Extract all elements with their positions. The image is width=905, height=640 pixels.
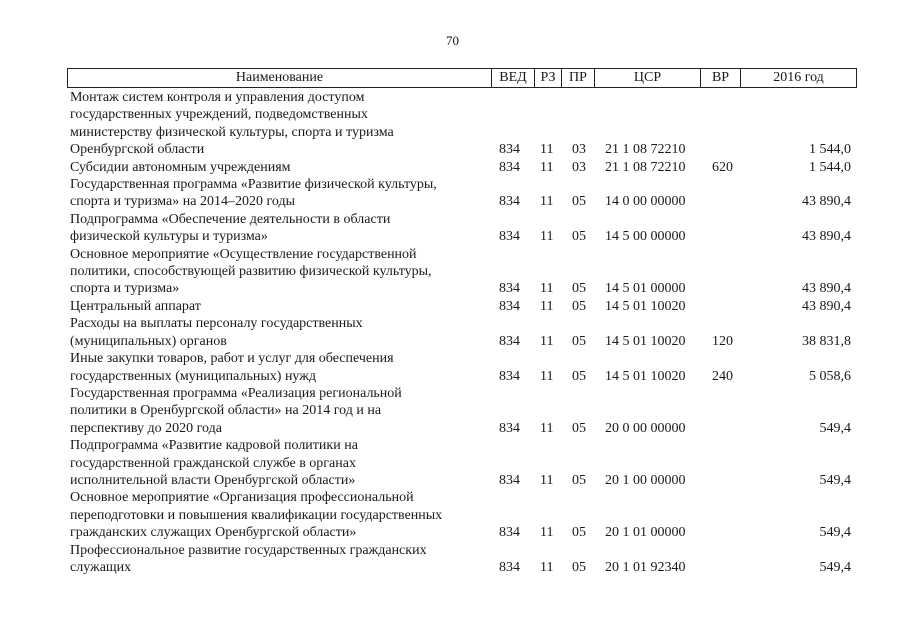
row-amount: 5 058,6 [809,368,851,384]
table-header [67,68,857,88]
row-csr: 14 5 01 10020 [605,298,686,314]
table-row [67,350,857,385]
table-row [67,246,857,298]
row-name [67,211,485,246]
row-amount: 549,4 [819,559,851,575]
row-csr: 20 1 00 00000 [605,472,686,488]
row-name [67,385,485,437]
row-name-line: Государственная программа «Развитие физической культуры, [70,177,437,193]
row-name-line: Расходы на выплаты персоналу государственных [70,316,363,332]
table-row [67,315,857,350]
row-pr: 05 [572,559,586,575]
row-name-line: государственной гражданской службе в органах [70,455,356,471]
table-row [67,89,857,159]
row-name-line: политики, способствующей развитию физической культуры, [70,264,432,280]
row-ved: 834 [499,298,520,314]
row-name-line: государственных (муниципальных) нужд [70,368,317,384]
row-vr: 240 [712,368,733,384]
row-name-line: министерству физической культуры, спорта и туризма [70,124,394,140]
row-ved: 834 [499,420,520,436]
row-name [67,489,485,541]
header-ved: ВЕД [492,69,535,87]
row-name-line: (муниципальных) органов [70,333,227,349]
row-pr: 05 [572,229,586,245]
row-csr: 21 1 08 72210 [605,159,686,175]
header-name: Наименование [68,69,492,87]
table-row [67,211,857,246]
row-pr: 05 [572,281,586,297]
header-pr: ПР [562,69,595,87]
table-row [67,542,857,577]
row-name-line: Оренбургской области [70,142,205,158]
row-amount: 1 544,0 [809,159,851,175]
row-ved: 834 [499,525,520,541]
row-rz: 11 [540,142,554,158]
row-ved: 834 [499,281,520,297]
row-pr: 05 [572,194,586,210]
row-csr: 14 5 01 10020 [605,333,686,349]
row-amount: 1 544,0 [809,142,851,158]
table-row [67,176,857,211]
row-ved: 834 [499,559,520,575]
row-csr: 20 1 01 00000 [605,525,686,541]
row-amount: 43 890,4 [802,229,851,245]
row-amount: 38 831,8 [802,333,851,349]
row-amount: 43 890,4 [802,298,851,314]
row-name-line: Подпрограмма «Развитие кадровой политики на [70,438,358,454]
row-pr: 05 [572,368,586,384]
page-number: 70 [446,33,459,48]
row-name-line: физической культуры и туризма» [70,229,268,245]
row-name-line: спорта и туризма» [70,281,180,297]
row-rz: 11 [540,525,554,541]
row-ved: 834 [499,333,520,349]
header-csr: ЦСР [595,69,701,87]
row-csr: 14 5 01 10020 [605,368,686,384]
row-amount: 43 890,4 [802,281,851,297]
row-rz: 11 [540,368,554,384]
row-rz: 11 [540,420,554,436]
row-name [67,350,485,385]
table-body [67,89,857,576]
row-rz: 11 [540,159,554,175]
row-name [67,246,485,298]
row-name-line: государственных учреждений, подведомственных [70,107,368,123]
row-name-line: переподготовки и повышения квалификации государственных [70,507,443,523]
row-name-line: Государственная программа «Реализация региональной [70,385,402,401]
row-name-line: перспективу до 2020 года [70,420,222,436]
row-name-line: политики в Оренбургской области» на 2014 год и на [70,403,382,419]
row-name-line: исполнительной власти Оренбургской области» [70,472,356,488]
row-rz: 11 [540,559,554,575]
row-vr: 620 [712,159,733,175]
header-year: 2016 год [773,70,824,85]
row-amount: 549,4 [819,472,851,488]
row-amount: 549,4 [819,420,851,436]
row-name-line: Субсидии автономным учреждениям [70,159,291,175]
row-name-line: Иные закупки товаров, работ и услуг для обеспечения [70,351,394,367]
header-rz: РЗ [535,69,562,87]
row-ved: 834 [499,368,520,384]
row-amount: 549,4 [819,525,851,541]
row-name-line: Профессиональное развитие государственных гражданских [70,542,427,558]
row-name-line: служащих [70,559,132,575]
row-name-line: Центральный аппарат [70,298,201,314]
row-pr: 05 [572,472,586,488]
row-name [67,298,485,315]
row-name-line: Основное мероприятие «Организация профессиональной [70,490,414,506]
header-vr: ВР [701,69,741,87]
row-ved: 834 [499,159,520,175]
row-pr: 03 [572,159,586,175]
row-pr: 05 [572,420,586,436]
row-name-line: Монтаж систем контроля и управления доступом [70,90,365,105]
row-pr: 05 [572,298,586,314]
row-name [67,159,485,176]
row-name-line: Основное мероприятие «Осуществление государственной [70,246,417,262]
row-name [67,176,485,211]
row-csr: 14 5 01 00000 [605,281,686,297]
row-csr: 21 1 08 72210 [605,142,686,158]
row-name-line: спорта и туризма» на 2014–2020 годы [70,194,295,210]
row-pr: 03 [572,142,586,158]
row-rz: 11 [540,333,554,349]
table-row [67,437,857,489]
row-rz: 11 [540,229,554,245]
row-ved: 834 [499,194,520,210]
table-row [67,159,857,176]
row-rz: 11 [540,194,554,210]
row-name-line: гражданских служащих Оренбургской области» [70,525,357,541]
row-name [67,542,485,577]
row-csr: 14 5 00 00000 [605,229,686,245]
row-rz: 11 [540,298,554,314]
row-name [67,89,485,159]
table-row [67,385,857,437]
table-row [67,489,857,541]
row-csr: 20 1 01 92340 [605,559,686,575]
row-name [67,315,485,350]
table-row [67,298,857,315]
row-ved: 834 [499,142,520,158]
row-rz: 11 [540,281,554,297]
row-pr: 05 [572,333,586,349]
row-pr: 05 [572,525,586,541]
row-csr: 20 0 00 00000 [605,420,686,436]
row-ved: 834 [499,229,520,245]
row-vr: 120 [712,333,733,349]
row-ved: 834 [499,472,520,488]
row-rz: 11 [540,472,554,488]
row-amount: 43 890,4 [802,194,851,210]
row-csr: 14 0 00 00000 [605,194,686,210]
row-name-line: Подпрограмма «Обеспечение деятельности в области [70,211,391,227]
row-name [67,437,485,489]
